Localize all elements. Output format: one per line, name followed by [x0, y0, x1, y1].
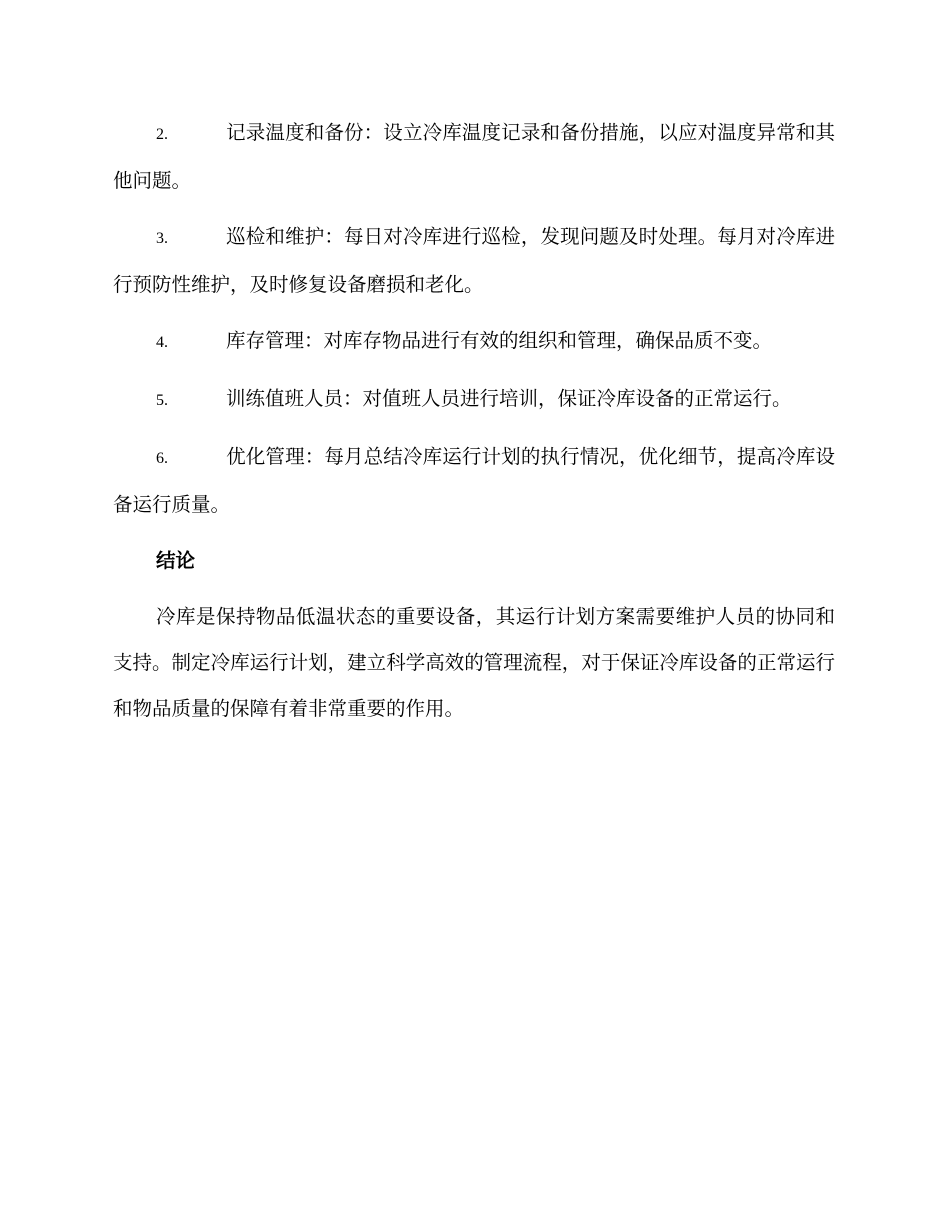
list-text: 记录温度和备份：设立冷库温度记录和备份措施，以应对温度异常和其他问题。 — [113, 121, 835, 192]
list-item-2 — [113, 110, 835, 204]
list-number: 2. — [156, 126, 168, 143]
document-page — [113, 110, 835, 732]
list-text: 库存管理：对库存物品进行有效的组织和管理，确保品质不变。 — [226, 329, 773, 352]
conclusion-heading: 结论 — [156, 549, 196, 572]
list-text: 优化管理：每月总结冷库运行计划的执行情况，优化细节，提高冷库设备运行质量。 — [113, 445, 835, 516]
list-item-6 — [113, 434, 835, 528]
list-item-4 — [113, 318, 835, 366]
list-item-3 — [113, 214, 835, 308]
list-item-5 — [113, 376, 835, 424]
list-number: 6. — [156, 450, 168, 467]
list-text: 训练值班人员：对值班人员进行培训，保证冷库设备的正常运行。 — [226, 387, 792, 410]
list-text: 巡检和维护：每日对冷库进行巡检，发现问题及时处理。每月对冷库进行预防性维护，及时修复设备磨损和老化。 — [113, 225, 835, 296]
list-number: 5. — [156, 392, 168, 409]
list-number: 3. — [156, 230, 168, 247]
conclusion-paragraph: 冷库是保持物品低温状态的重要设备，其运行计划方案需要维护人员的协同和支持。制定冷库运行计划，建立科学高效的管理流程，对于保证冷库设备的正常运行和物品质量的保障有着非常重要的作用。 — [113, 605, 835, 720]
list-number: 4. — [156, 334, 168, 351]
